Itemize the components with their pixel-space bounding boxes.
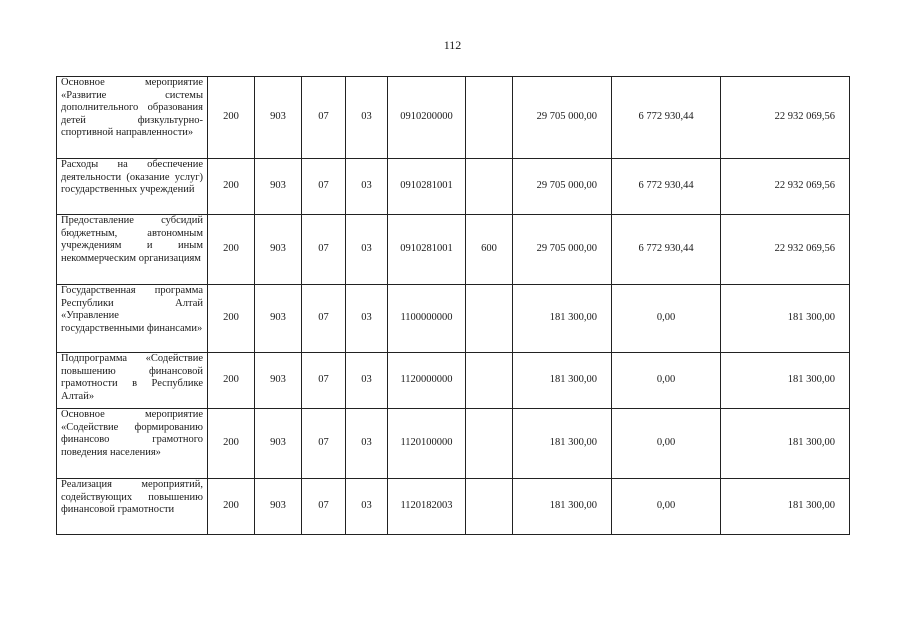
target-article: 0910281001 xyxy=(388,215,466,285)
ministry-code: 200 xyxy=(208,159,255,215)
expense-type xyxy=(466,77,513,159)
table-row xyxy=(57,479,850,535)
expense-type: 600 xyxy=(466,215,513,285)
section-code: 07 xyxy=(302,159,346,215)
department-code: 903 xyxy=(255,353,302,409)
amount-remaining: 181 300,00 xyxy=(721,353,850,409)
expense-type xyxy=(466,409,513,479)
expense-type xyxy=(466,479,513,535)
subsection-code: 03 xyxy=(346,77,388,159)
subsection-code: 03 xyxy=(346,215,388,285)
department-code: 903 xyxy=(255,479,302,535)
expense-type xyxy=(466,159,513,215)
amount-executed: 6 772 930,44 xyxy=(612,215,721,285)
target-article: 1100000000 xyxy=(388,285,466,353)
subsection-code: 03 xyxy=(346,285,388,353)
target-article: 0910200000 xyxy=(388,77,466,159)
budget-table xyxy=(56,76,850,535)
table-row xyxy=(57,159,850,215)
target-article: 1120000000 xyxy=(388,353,466,409)
expenditure-name: Государственная программа Республики Алтай «Управление государственными финансами» xyxy=(57,285,208,353)
amount-executed: 0,00 xyxy=(612,353,721,409)
amount-plan: 181 300,00 xyxy=(513,353,612,409)
amount-executed: 0,00 xyxy=(612,409,721,479)
subsection-code: 03 xyxy=(346,353,388,409)
ministry-code: 200 xyxy=(208,479,255,535)
department-code: 903 xyxy=(255,285,302,353)
target-article: 0910281001 xyxy=(388,159,466,215)
section-code: 07 xyxy=(302,479,346,535)
page-number: 112 xyxy=(443,38,462,52)
amount-plan: 29 705 000,00 xyxy=(513,77,612,159)
ministry-code: 200 xyxy=(208,77,255,159)
department-code: 903 xyxy=(255,77,302,159)
expense-type xyxy=(466,353,513,409)
amount-plan: 29 705 000,00 xyxy=(513,215,612,285)
section-code: 07 xyxy=(302,215,346,285)
expenditure-name: Основное мероприятие «Развитие системы дополнительного образования детей физкультурно-спортивной направленности» xyxy=(57,77,208,159)
amount-plan: 181 300,00 xyxy=(513,479,612,535)
department-code: 903 xyxy=(255,409,302,479)
amount-executed: 0,00 xyxy=(612,285,721,353)
ministry-code: 200 xyxy=(208,409,255,479)
amount-executed: 0,00 xyxy=(612,479,721,535)
expenditure-name: Основное мероприятие «Содействие формированию финансово грамотного поведения населения» xyxy=(57,409,208,479)
table-row xyxy=(57,215,850,285)
amount-remaining: 181 300,00 xyxy=(721,285,850,353)
amount-plan: 29 705 000,00 xyxy=(513,159,612,215)
expenditure-name: Расходы на обеспечение деятельности (оказание услуг) государственных учреждений xyxy=(57,159,208,215)
amount-plan: 181 300,00 xyxy=(513,285,612,353)
amount-remaining: 22 932 069,56 xyxy=(721,215,850,285)
amount-executed: 6 772 930,44 xyxy=(612,77,721,159)
expenditure-name: Реализация мероприятий, содействующих повышению финансовой грамотности xyxy=(57,479,208,535)
section-code: 07 xyxy=(302,353,346,409)
amount-plan: 181 300,00 xyxy=(513,409,612,479)
amount-remaining: 181 300,00 xyxy=(721,409,850,479)
section-code: 07 xyxy=(302,77,346,159)
subsection-code: 03 xyxy=(346,159,388,215)
amount-remaining: 22 932 069,56 xyxy=(721,77,850,159)
table-row xyxy=(57,353,850,409)
expense-type xyxy=(466,285,513,353)
ministry-code: 200 xyxy=(208,285,255,353)
amount-remaining: 22 932 069,56 xyxy=(721,159,850,215)
table-row xyxy=(57,285,850,353)
ministry-code: 200 xyxy=(208,353,255,409)
expenditure-name: Предоставление субсидий бюджетным, автономным учреждениям и иным некоммерческим организациям xyxy=(57,215,208,285)
ministry-code: 200 xyxy=(208,215,255,285)
section-code: 07 xyxy=(302,409,346,479)
subsection-code: 03 xyxy=(346,479,388,535)
section-code: 07 xyxy=(302,285,346,353)
target-article: 1120100000 xyxy=(388,409,466,479)
table-row xyxy=(57,77,850,159)
target-article: 1120182003 xyxy=(388,479,466,535)
amount-executed: 6 772 930,44 xyxy=(612,159,721,215)
department-code: 903 xyxy=(255,159,302,215)
amount-remaining: 181 300,00 xyxy=(721,479,850,535)
table-row xyxy=(57,409,850,479)
subsection-code: 03 xyxy=(346,409,388,479)
department-code: 903 xyxy=(255,215,302,285)
expenditure-name: Подпрограмма «Содействие повышению финансовой грамотности в Республике Алтай» xyxy=(57,353,208,409)
